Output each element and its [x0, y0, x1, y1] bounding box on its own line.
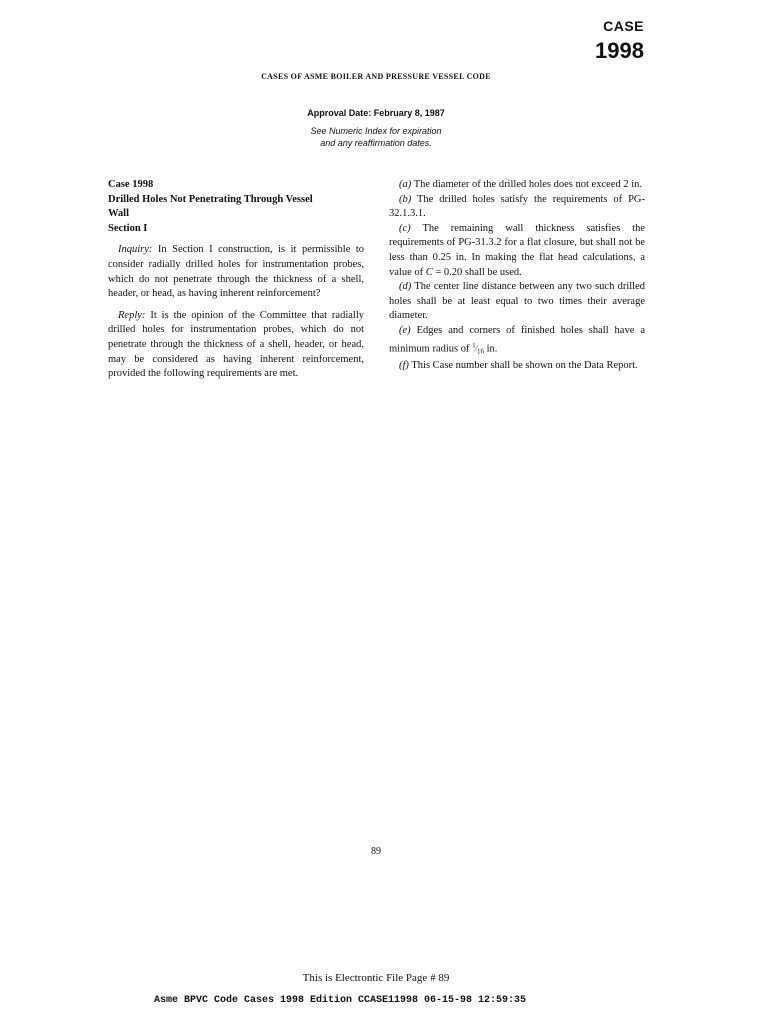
item-e-text-2: in. — [486, 343, 498, 355]
item-b-label: (b) — [399, 193, 412, 205]
item-a — [389, 178, 645, 193]
item-f-label: (f) — [399, 360, 409, 372]
case-number: 1998 — [595, 38, 644, 63]
left-column — [108, 178, 364, 382]
reply-label: Reply: — [118, 309, 146, 321]
reply-text: It is the opinion of the Committee that radially drilled holes for instrumentation probes, which do not penetrate through the thickness of a shell, header, or head, may be considered as having inherent reinforcement, provided the following requirements are met. — [108, 309, 364, 380]
electronic-file-note: This is Electrontic File Page # 89 — [302, 972, 450, 984]
reply-paragraph — [108, 309, 364, 382]
item-e-text-1: Edges and corners of finished holes shall have a minimum radius of — [389, 324, 645, 355]
right-column — [389, 178, 645, 374]
inquiry-label: Inquiry: — [118, 244, 153, 256]
item-b-text: The drilled holes satisfy the requirements of PG-32.1.3.1. — [389, 193, 645, 220]
subject-line-2: Wall — [108, 208, 130, 220]
approval-date: Approval Date: February 8, 1987 — [307, 108, 445, 118]
item-a-text: The diameter of the drilled holes does not exceed 2 in. — [413, 179, 642, 190]
subject-line-1: Drilled Holes Not Penetrating Through Vessel — [108, 193, 313, 205]
item-a-label: (a) — [399, 179, 412, 190]
item-c-variable: C — [425, 266, 433, 278]
item-e-frac-numerator: 1 — [472, 341, 476, 350]
item-e — [389, 324, 645, 359]
section-line: Section I — [108, 222, 148, 234]
item-c — [389, 222, 645, 280]
see-index-note — [0, 125, 752, 149]
case-title: Case 1998 — [108, 179, 154, 190]
item-c-label: (c) — [399, 222, 411, 234]
item-d — [389, 280, 645, 324]
item-e-frac-denominator: 16 — [476, 347, 484, 356]
item-e-fraction: $^1⁄_{16}$ — [472, 341, 484, 356]
item-d-label: (d) — [399, 281, 412, 293]
item-f — [389, 359, 645, 374]
item-f-text: This Case number shall be shown on the Data Report. — [411, 360, 638, 372]
item-c-text-2: = 0.20 shall be used. — [435, 266, 522, 278]
item-e-label: (e) — [399, 324, 411, 336]
file-info-footer: Asme BPVC Code Cases 1998 Edition CCASE11998 06-15-98 12:59:35 — [153, 995, 527, 1006]
item-b — [389, 193, 645, 222]
inquiry-text: In Section I construction, is it permissible to consider radially drilled holes for instrumentation probes, which do not penetrate through the thickness of a shell, header, or head, as having inherent reinforcement? — [108, 244, 365, 300]
inquiry-paragraph — [108, 243, 364, 301]
item-c-text-1: The remaining wall thickness satisfies the requirements of PG-31.3.2 for a flat closure, but shall not be less than 0.25 in. In making the flat head calculations, a value of — [389, 222, 645, 278]
see-index-line-1: See Numeric Index for expiration — [310, 126, 442, 136]
see-index-line-2: and any reaffirmation dates. — [320, 138, 432, 148]
case-label: CASE — [603, 18, 644, 34]
page-number: 89 — [371, 846, 381, 857]
running-head: CASES OF ASME BOILER AND PRESSURE VESSEL CODE — [261, 72, 491, 81]
item-d-text: The center line distance between any two such drilled holes shall be at least equal to two times their average diameter. — [389, 281, 645, 322]
